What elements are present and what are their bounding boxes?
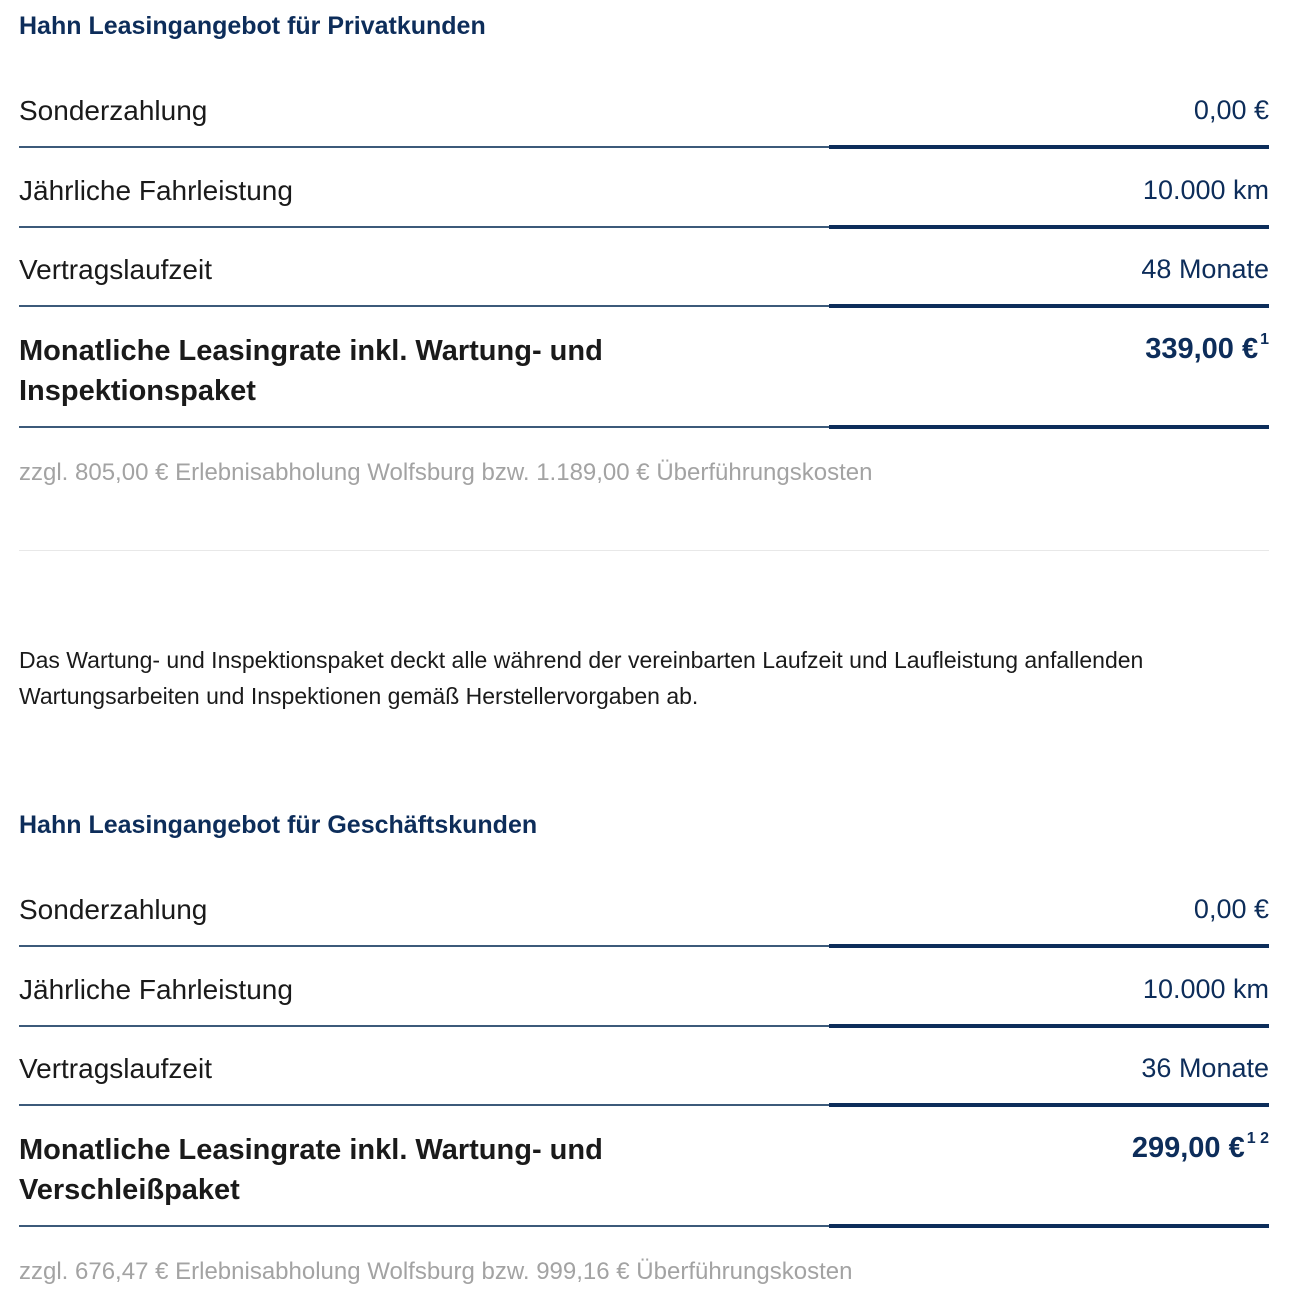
maintenance-info-text: Das Wartung- und Inspektionspaket deckt alle während der vereinbarten Laufzeit und Laufleistung anfallenden Wartungsarbeiten und Inspektionen gemäß Herstellervorgaben ab. bbox=[19, 647, 1144, 709]
row-value-underline bbox=[829, 425, 1269, 429]
business-offer-title: Hahn Leasingangebot für Geschäftskunden bbox=[19, 811, 538, 839]
row-divider bbox=[19, 1025, 829, 1027]
down-payment-label: Sonderzahlung bbox=[19, 894, 208, 925]
row-divider bbox=[19, 305, 829, 307]
down-payment-label: Sonderzahlung bbox=[19, 95, 208, 126]
monthly-rate-label: Monatliche Leasingrate inkl. Wartung- und Verschleißpaket bbox=[19, 1134, 603, 1206]
section-divider bbox=[19, 550, 1269, 551]
term-label: Vertragslaufzeit bbox=[19, 1053, 212, 1084]
mileage-value: 10.000 km bbox=[1142, 974, 1269, 1004]
monthly-rate-label: Monatliche Leasingrate inkl. Wartung- und Inspektionspaket bbox=[19, 335, 603, 407]
mileage-value: 10.000 km bbox=[1142, 175, 1269, 205]
row-value-underline bbox=[829, 304, 1269, 308]
row-divider bbox=[19, 1225, 829, 1227]
private-extra-costs-note: zzgl. 805,00 € Erlebnisabholung Wolfsburg bzw. 1.189,00 € Überführungskosten bbox=[19, 459, 873, 486]
footnote-marker: 1 bbox=[1260, 331, 1269, 348]
row-value-underline bbox=[829, 145, 1269, 149]
row-divider bbox=[19, 426, 829, 428]
row-value-underline bbox=[829, 944, 1269, 948]
down-payment-value: 0,00 € bbox=[1193, 95, 1269, 125]
private-offer-title: Hahn Leasingangebot für Privatkunden bbox=[19, 12, 486, 40]
row-value-underline bbox=[829, 225, 1269, 229]
row-divider bbox=[19, 1104, 829, 1106]
row-divider bbox=[19, 226, 829, 228]
mileage-label: Jährliche Fahrleistung bbox=[19, 974, 293, 1005]
row-divider bbox=[19, 945, 829, 947]
footnote-marker: 1 2 bbox=[1246, 1130, 1269, 1147]
monthly-rate-amount: 299,00 € bbox=[1131, 1132, 1245, 1164]
row-value-underline bbox=[829, 1024, 1269, 1028]
term-value: 36 Monate bbox=[1141, 1053, 1269, 1083]
row-value-underline bbox=[829, 1103, 1269, 1107]
down-payment-value: 0,00 € bbox=[1193, 894, 1269, 924]
monthly-rate-value bbox=[1132, 1132, 1269, 1165]
term-label: Vertragslaufzeit bbox=[19, 254, 212, 285]
monthly-rate-amount: 339,00 € bbox=[1145, 333, 1259, 365]
row-divider bbox=[19, 146, 829, 148]
mileage-label: Jährliche Fahrleistung bbox=[19, 175, 293, 206]
business-extra-costs-note: zzgl. 676,47 € Erlebnisabholung Wolfsburg bzw. 999,16 € Überführungskosten bbox=[19, 1258, 853, 1285]
row-value-underline bbox=[829, 1224, 1269, 1228]
term-value: 48 Monate bbox=[1141, 254, 1269, 284]
monthly-rate-value bbox=[1145, 333, 1269, 366]
